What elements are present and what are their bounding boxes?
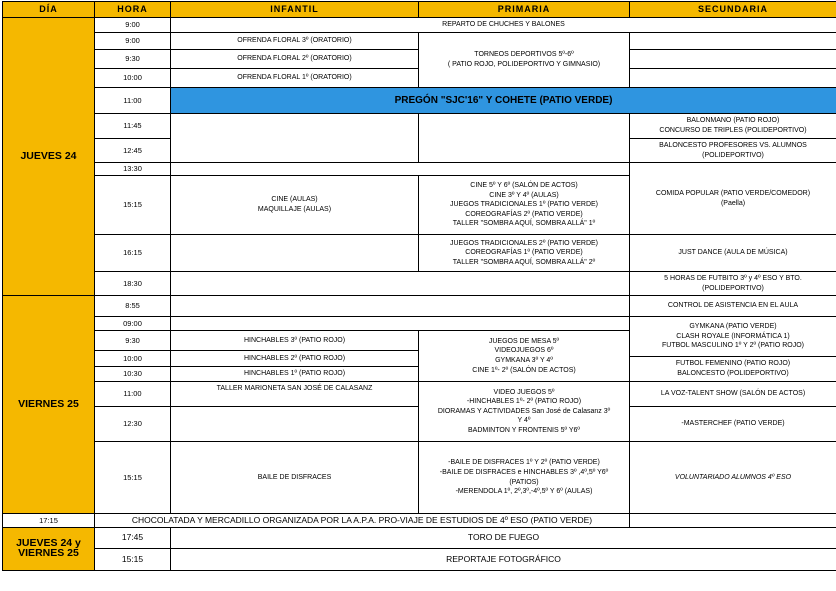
- table-row: [3, 382, 836, 407]
- header-hora: HORA: [95, 2, 171, 18]
- activity-cell: HINCHABLES 2º (PATIO ROJO): [171, 351, 419, 367]
- activity-cell: BALONMANO (PATIO ROJO) CONCURSO DE TRIPLES (POLIDEPORTIVO): [630, 114, 836, 139]
- time-cell: 15:15: [95, 442, 171, 514]
- header-row: [3, 2, 836, 18]
- activity-cell: JUST DANCE (AULA DE MÚSICA): [630, 235, 836, 272]
- table-row: [3, 235, 836, 272]
- table-row: [3, 442, 836, 514]
- time-cell: 10:00: [95, 69, 171, 88]
- time-cell: 18:30: [95, 272, 171, 296]
- activity-cell: REPARTO DE CHUCHES Y BALONES: [171, 18, 836, 33]
- day-label-jueves: JUEVES 24: [3, 18, 95, 296]
- activity-cell: CINE 5º Y 6º (SALÓN DE ACTOS) CINE 3º Y 4º (AULAS) JUEGOS TRADICIONALES 1º (PATIO VERDE) COREOGRAFÍAS 2º (PATIO VERDE) TALLER "SOMBRA AQUÍ, SOMBRA ALLÁ" 1º: [419, 176, 630, 235]
- activity-cell: VOLUNTARIADO ALUMNOS 4º ESO: [630, 442, 836, 514]
- activity-cell: GYMKANA (PATIO VERDE) CLASH ROYALE (INFORMÁTICA 1) FUTBOL MASCULINO 1º Y 2º (PATIO ROJO): [630, 317, 836, 357]
- table-row: [3, 272, 836, 296]
- empty-cell: [171, 296, 630, 317]
- table-row: [3, 88, 836, 114]
- activity-cell: BALONCESTO PROFESORES VS. ALUMNOS (POLIDEPORTIVO): [630, 139, 836, 163]
- time-cell: 9:00: [95, 33, 171, 50]
- table-row: [3, 317, 836, 331]
- header-secundaria: SECUNDARIA: [630, 2, 836, 18]
- activity-cell: OFRENDA FLORAL 3º (ORATORIO): [171, 33, 419, 50]
- activity-cell: FUTBOL FEMENINO (PATIO ROJO) BALONCESTO (POLIDEPORTIVO): [630, 357, 836, 382]
- time-cell: 15:15: [95, 176, 171, 235]
- table-row: [3, 114, 836, 139]
- activity-cell: REPORTAJE FOTOGRÁFICO: [171, 549, 836, 571]
- time-cell: 8:55: [95, 296, 171, 317]
- empty-cell: [171, 272, 630, 296]
- table-row: [3, 549, 836, 571]
- empty-cell: [419, 114, 630, 163]
- time-cell: 9:30: [95, 331, 171, 351]
- activity-cell: -BAILE DE DISFRACES 1º Y 2º (PATIO VERDE) -BAILE DE DISFRACES e HINCHABLES 3º ,4º,5º Y6º (PATIOS) -MERENDOLA 1º, 2º,3º,-4º,5º Y 6º (AULAS): [419, 442, 630, 514]
- day-label-viernes: VIERNES 25: [3, 296, 95, 514]
- time-cell: 12:30: [95, 407, 171, 442]
- empty-cell: [171, 407, 419, 442]
- activity-cell: TALLER MARIONETA SAN JOSÉ DE CALASANZ: [171, 382, 419, 407]
- time-cell: 9:30: [95, 50, 171, 69]
- time-cell: 17:15: [3, 514, 95, 528]
- activity-cell: BAILE DE DISFRACES: [171, 442, 419, 514]
- activity-cell: LA VOZ-TALENT SHOW (SALÓN DE ACTOS): [630, 382, 836, 407]
- time-cell: 13:30: [95, 163, 171, 176]
- activity-cell: CINE (AULAS) MAQUILLAJE (AULAS): [171, 176, 419, 235]
- activity-cell: CONTROL DE ASISTENCIA EN EL AULA: [630, 296, 836, 317]
- activity-cell: OFRENDA FLORAL 2º (ORATORIO): [171, 50, 419, 69]
- header-primaria: PRIMARIA: [419, 2, 630, 18]
- empty-cell: [630, 33, 836, 50]
- table-row: [3, 33, 836, 50]
- activity-cell: TORNEOS DEPORTIVOS 5º-6º ( PATIO ROJO, POLIDEPORTIVO Y GIMNASIO): [419, 33, 630, 88]
- header-infantil: INFANTIL: [171, 2, 419, 18]
- time-cell: 9:00: [95, 18, 171, 33]
- empty-cell: [171, 163, 630, 176]
- table-row: [3, 296, 836, 317]
- time-cell: 16:15: [95, 235, 171, 272]
- activity-cell: HINCHABLES 1º (PATIO ROJO): [171, 367, 419, 382]
- empty-cell: [171, 317, 630, 331]
- time-cell: 09:00: [95, 317, 171, 331]
- activity-cell: -MASTERCHEF (PATIO VERDE): [630, 407, 836, 442]
- time-cell: 11:00: [95, 88, 171, 114]
- pregon-banner: PREGÓN "SJC'16" Y COHETE (PATIO VERDE): [171, 88, 836, 114]
- activity-cell: OFRENDA FLORAL 1º (ORATORIO): [171, 69, 419, 88]
- empty-cell: [171, 235, 419, 272]
- empty-cell: [630, 69, 836, 88]
- activity-cell: 5 HORAS DE FUTBITO 3º y 4º ESO Y BTO. (POLIDEPORTIVO): [630, 272, 836, 296]
- table-row: [3, 163, 836, 176]
- time-cell: 10:00: [95, 351, 171, 367]
- header-dia: DÍA: [3, 2, 95, 18]
- table-row: [3, 528, 836, 549]
- time-cell: 11:45: [95, 114, 171, 139]
- time-cell: 10:30: [95, 367, 171, 382]
- activity-cell: JUEGOS TRADICIONALES 2º (PATIO VERDE) COREOGRAFÍAS 1º (PATIO VERDE) TALLER "SOMBRA AQUÍ, SOMBRA ALLÁ" 2º: [419, 235, 630, 272]
- time-cell: 17:45: [95, 528, 171, 549]
- table-row: [3, 18, 836, 33]
- table-row: [3, 514, 836, 528]
- empty-cell: [171, 114, 419, 163]
- day-label-both: JUEVES 24 y VIERNES 25: [3, 528, 95, 571]
- activity-cell: TORO DE FUEGO: [171, 528, 836, 549]
- time-cell: 11:00: [95, 382, 171, 407]
- time-cell: 15:15: [95, 549, 171, 571]
- activity-cell: VIDEO JUEGOS 5º -HINCHABLES 1º- 2º (PATIO ROJO) DIORAMAS Y ACTIVIDADES San José de Calasanz 3º Y 4º BADMINTON Y FRONTENIS 5º Y6º: [419, 382, 630, 442]
- activity-cell: CHOCOLATADA Y MERCADILLO ORGANIZADA POR LA A.P.A. PRO-VIAJE DE ESTUDIOS DE 4º ESO (PATIO VERDE): [95, 514, 630, 528]
- time-cell: 12:45: [95, 139, 171, 163]
- empty-cell: [630, 50, 836, 69]
- activity-cell: HINCHABLES 3º (PATIO ROJO): [171, 331, 419, 351]
- activity-cell: JUEGOS DE MESA 5º VIDEOJUEGOS 6º GYMKANA 3º Y 4º CINE 1º- 2º (SALÓN DE ACTOS): [419, 331, 630, 382]
- schedule-table: [2, 1, 836, 571]
- activity-cell: COMIDA POPULAR (PATIO VERDE/COMEDOR) (Paella): [630, 163, 836, 235]
